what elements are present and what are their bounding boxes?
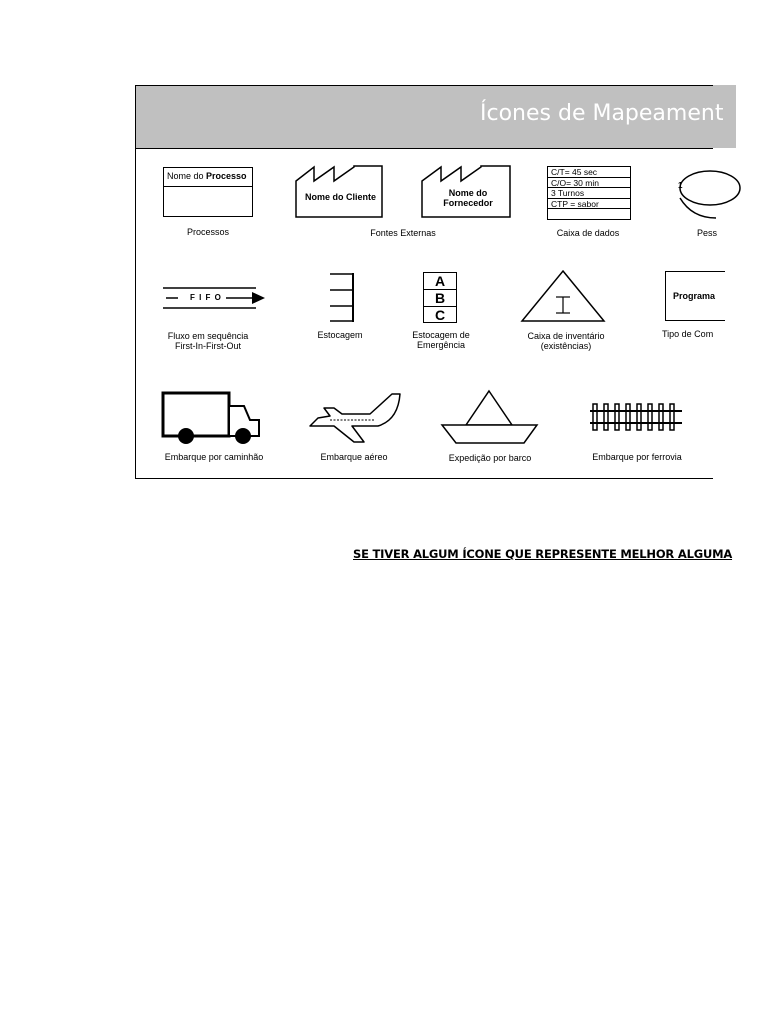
process-label-normal: Nome do [167, 171, 207, 181]
schedule-box-icon: Programa [665, 271, 725, 321]
boat-icon [440, 389, 540, 445]
operator-number: 1 [678, 181, 683, 190]
estocagem-caption: Estocagem [317, 330, 363, 340]
process-label-bold: Processo [206, 171, 247, 181]
aereo-caption: Embarque aéreo [320, 452, 388, 462]
storage-icon [324, 272, 356, 324]
emergency-letter: C [434, 307, 446, 323]
customer-label: Nome do Cliente [305, 192, 377, 202]
icons-sheet [135, 85, 724, 479]
data-box-icon [547, 166, 631, 220]
data-box-row: C/T= 45 sec [548, 167, 630, 178]
banner [136, 86, 724, 149]
emergencia-caption: Estocagem de Emergência [412, 330, 470, 350]
supplier-label: Nome do Fornecedor [443, 188, 493, 208]
airplane-icon [308, 392, 404, 444]
caminhao-caption: Embarque por caminhão [164, 452, 264, 462]
process-box-header [164, 168, 252, 187]
fifo-caption: Fluxo em sequência First-In-First-Out [167, 331, 249, 351]
fontes-externas-caption: Fontes Externas [370, 228, 436, 238]
fifo-label: F I F O [190, 293, 222, 302]
data-box-row: C/O= 30 min [548, 178, 630, 189]
emergency-letter: A [424, 273, 456, 290]
processos-caption: Processos [186, 227, 230, 237]
comunicacao-caption: Tipo de Com [662, 329, 714, 339]
data-box-row: CTP = sabor [548, 199, 630, 210]
pessoa-caption: Pess [697, 228, 718, 238]
operator-icon [676, 166, 716, 220]
process-box-icon [163, 167, 253, 217]
data-box-row: 3 Turnos [548, 188, 630, 199]
inventory-triangle-icon [520, 268, 606, 324]
ferrovia-caption: Embarque por ferrovia [592, 452, 682, 462]
notice-text: SE TIVER ALGUM ÍCONE QUE REPRESENTE MELHOR ALGUMA [353, 547, 733, 561]
emergency-storage-icon [423, 272, 457, 323]
truck-icon [160, 390, 262, 446]
banner-title: Ícones de Mapeament [480, 101, 724, 126]
emergency-letter: B [424, 290, 456, 307]
railroad-icon [588, 402, 684, 432]
barco-caption: Expedição por barco [448, 453, 532, 463]
caixa-dados-caption: Caixa de dados [556, 228, 620, 238]
inventario-caption: Caixa de inventário (existências) [527, 331, 605, 351]
